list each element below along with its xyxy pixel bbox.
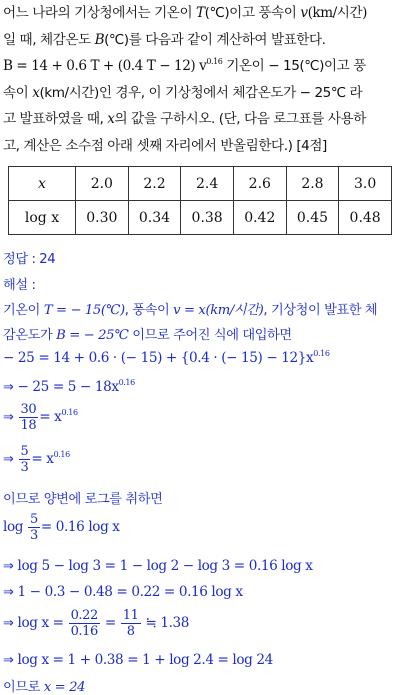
log-table-cell: 2.6: [233, 167, 286, 201]
log-table-header-x: x: [9, 167, 76, 201]
log-table-cell: 0.38: [181, 201, 234, 235]
log-table: [8, 166, 392, 235]
log-table-cell: 2.0: [76, 167, 129, 201]
log-table-cell: 0.45: [286, 201, 339, 235]
implies-arrow-icon: ⇒: [3, 653, 14, 668]
implies-arrow-icon: ⇒: [3, 380, 14, 395]
answer-line: 정답 : 24: [3, 252, 56, 267]
equation-6: ⇒ log 5 − log 3 = 1 − log 2 − log 3 = 0.16 log x: [3, 558, 313, 574]
fraction: $\frac{30}{18}$: [20, 402, 37, 433]
fraction: $\frac{0.22}{0.16}$: [70, 608, 98, 639]
log-table-cell: 2.4: [181, 167, 234, 201]
problem-line-6: 고, 계산은 소수점 아래 셋째 자리에서 반올림한다.) [4점]: [3, 137, 327, 154]
implies-arrow-icon: ⇒: [3, 410, 14, 425]
fraction: $\frac{5}{3}$: [29, 512, 38, 543]
log-table-cell: 3.0: [339, 167, 392, 201]
final-answer-line: 이므로 x = 24: [3, 680, 86, 695]
problem-line-2: 일 때, 체감온도 B(℃)를 다음과 같이 계산하여 발표한다.: [3, 31, 326, 48]
log-table-cell: 0.30: [76, 201, 129, 235]
log-table-cell: 0.48: [339, 201, 392, 235]
problem-statement: [3, 0, 397, 159]
log-table-cell: 0.42: [233, 201, 286, 235]
equation-2: ⇒ − $25 = 5 - 18x^{0.16}$: [3, 378, 135, 395]
implies-arrow-icon: ⇒: [3, 616, 14, 631]
log-table-header-log: log x: [9, 201, 76, 235]
equation-5: log $\frac{5}{3}$ = 0.16 log x: [3, 512, 120, 543]
log-table-row-log: [9, 201, 392, 235]
fraction: $\frac{5}{3}$: [20, 444, 29, 475]
problem-line-1: 어느 나라의 기상청에서는 기온이 T(℃)이고 풍속이 v(km/시간): [3, 5, 368, 21]
implies-arrow-icon: ⇒: [3, 585, 14, 600]
log-table-cell: 0.34: [128, 201, 181, 235]
solution-line-1: 기온이 T = − 15(℃), 풍속이 v = x(km/시간), 기상청이 발표한 체: [3, 303, 378, 318]
problem-line-3: B = 14 + 0.6 T + (0.4 T − 12) $v^{0.16}$ 기온이 − 15(℃)이고 풍: [3, 57, 366, 74]
problem-line-4: 속이 x(km/시간)인 경우, 이 기상청에서 체감온도가 − 25℃ 라: [3, 84, 363, 101]
log-table-cell: 2.8: [286, 167, 339, 201]
implies-arrow-icon: ⇒: [3, 559, 14, 574]
explanation-label: 해설 :: [3, 278, 36, 293]
problem-line-5: 고 발표하였을 때, x의 값을 구하시오. (단, 다음 로그표를 사용하: [3, 111, 366, 127]
take-log-text: 이므로 양변에 로그를 취하면: [3, 492, 163, 507]
equation-1: − 25 = 14 + 0.6 · (− 15) + {0.4 · (− $15) - 12\}x^{0.16}$: [3, 349, 330, 366]
implies-arrow-icon: ⇒: [3, 452, 14, 467]
fraction: $\frac{11}{8}$: [122, 608, 139, 639]
log-table-cell: 2.2: [128, 167, 181, 201]
solution-line-2: 감온도가 B = − 25℃ 이므로 주어진 식에 대입하면: [3, 328, 292, 343]
equation-3: ⇒ $\frac{30}{18}$ = $x^{0.16}$: [3, 402, 78, 433]
formula: B = 14 + 0.6 T + (0.4 T − 12) v: [3, 58, 207, 74]
log-table-row-x: [9, 167, 392, 201]
equation-4: ⇒ $\frac{5}{3}$ = $x^{0.16}$: [3, 444, 70, 475]
equation-7: ⇒ 1 − 0.3 − 0.48 = 0.22 = 0.16 log x: [3, 584, 243, 600]
equation-8: ⇒ log x = $\frac{0.22}{0.16}$ = $\frac{11}{8}$ ≒ 1.38: [3, 608, 190, 639]
equation-9: ⇒ log x = 1 + 0.38 = 1 + log 2.4 = log 24: [3, 652, 273, 668]
